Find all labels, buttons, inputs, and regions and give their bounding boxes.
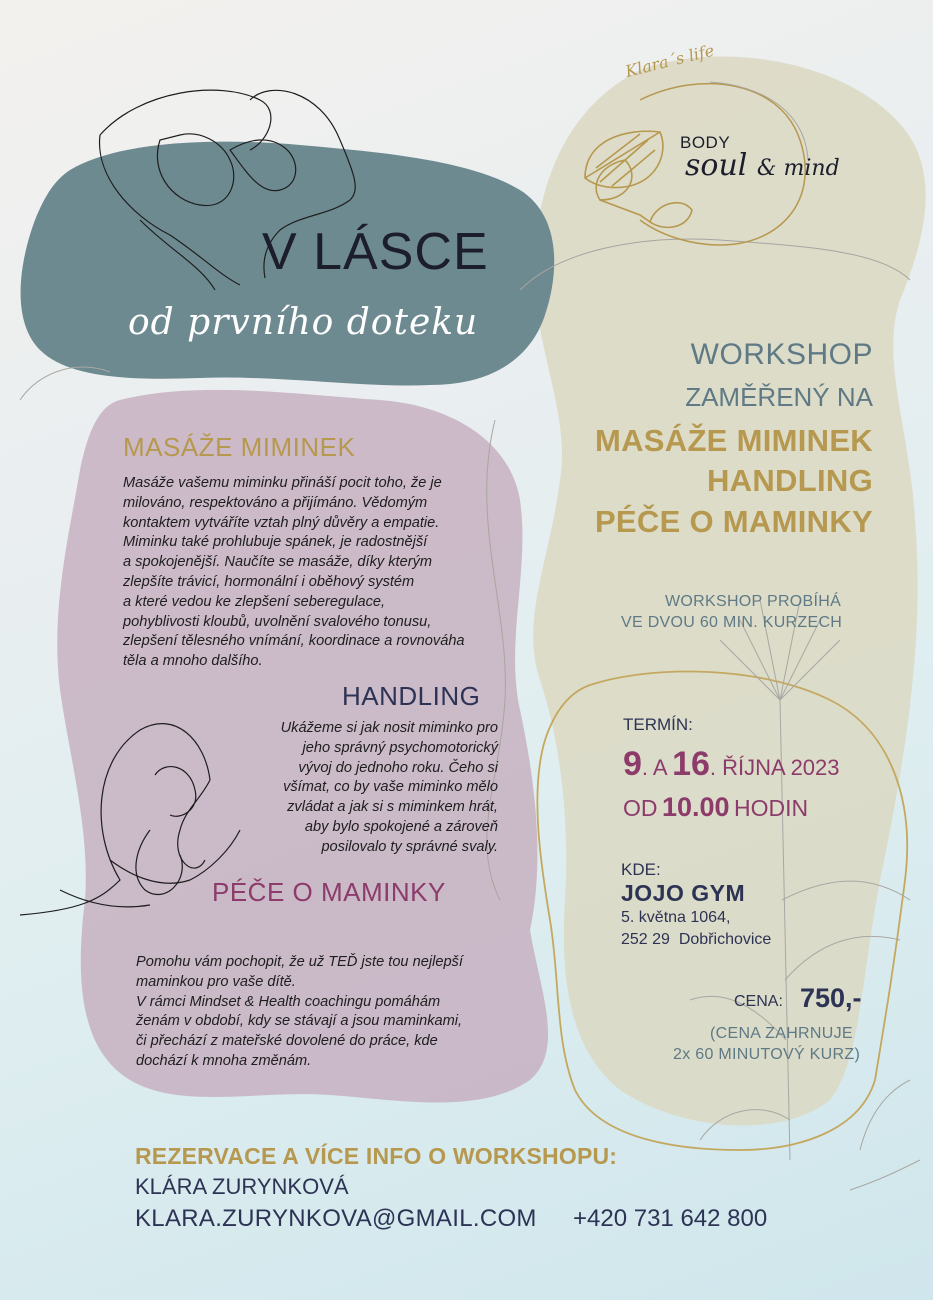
text-line: zlepšíte trávicí, hormonální i oběhový systém (123, 573, 415, 590)
term-time (623, 792, 808, 823)
brand-body: BODY (680, 133, 731, 152)
text-line: zlepšení tělesného vnímání, koordinace a rovnováha (123, 633, 465, 650)
workshop-format: WORKSHOP PROBÍHÁ (665, 593, 842, 610)
brand-mind: & mind (756, 156, 840, 181)
page-title: V LÁSCE (262, 223, 489, 281)
handling-heading: HANDLING (342, 681, 481, 711)
text-line: Ukážeme si jak nosit miminko pro (280, 720, 498, 736)
contact-phone[interactable]: +420 731 642 800 (573, 1205, 768, 1232)
text-line: kontaktem vytváříte vztah plný důvěry a empatie. (123, 514, 440, 531)
brand-script: Klara´s life (623, 40, 717, 81)
mothers-text (136, 953, 526, 1072)
term-day2: 16 (672, 745, 710, 783)
text-line: aby bylo spokojené a zároveň (304, 818, 498, 835)
text-line: jeho správný psychomotorický (302, 739, 498, 756)
text-line: maminkou pro vaše dítě. (136, 973, 296, 990)
text-line: Masáže vašemu miminku přináší pocit toho, že je (123, 475, 442, 491)
term-month: . ŘÍJNA 2023 (709, 755, 840, 780)
price-value: 750,- (800, 983, 862, 1013)
text-line: Pomohu vám pochopit, že už TEĎ jste tou nejlepší (136, 954, 463, 970)
term-label: TERMÍN: (623, 715, 693, 734)
term-from: OD (623, 795, 658, 821)
brand-soul: soul (685, 148, 748, 183)
text-line: V rámci Mindset & Health coachingu pomáhám (136, 993, 441, 1010)
text-line: a spokojenější. Naučíte se masáže, díky kterým (123, 554, 433, 571)
term-and: . A (641, 755, 668, 780)
term-hours: HODIN (733, 795, 809, 821)
workshop-subtitle: ZAMĚŘENÝ NA (685, 382, 873, 412)
massage-text (123, 474, 523, 672)
brand-soul-mind (685, 148, 840, 183)
workshop-format: VE DVOU 60 MIN. KURZECH (621, 614, 843, 631)
contact-name: KLÁRA ZURYNKOVÁ (135, 1174, 349, 1199)
price-note: (CENA ZAHRNUJE (710, 1025, 853, 1042)
text-line: zvládat a jak si s miminkem hrát, (287, 799, 498, 816)
contact-heading: REZERVACE A VÍCE INFO O WORKSHOPU: (135, 1143, 618, 1169)
mothers-heading: PÉČE O MAMINKY (212, 877, 446, 907)
workshop-topic: PÉČE O MAMINKY (594, 504, 873, 539)
text-line: ženám v období, kdy se stávají a jsou maminkami, (136, 1013, 463, 1030)
contact-email[interactable]: KLARA.ZURYNKOVA@GMAIL.COM (135, 1205, 537, 1232)
handling-text (230, 719, 498, 858)
workshop-topic: HANDLING (707, 463, 873, 498)
price-note: 2x 60 MINUTOVÝ KURZ) (673, 1046, 861, 1063)
text-line: či přechází z mateřské dovolené do práce, kde (136, 1033, 438, 1050)
term-hour: 10.00 (661, 792, 730, 822)
page-subtitle: od prvního doteku (128, 302, 479, 343)
text-line: Miminku také prohlubuje spánek, je radostnější (123, 534, 428, 551)
term-dates (623, 745, 840, 784)
text-line: dochází k mnoha změnám. (136, 1052, 312, 1069)
location-street: 5. května 1064, (621, 909, 731, 926)
price-label: CENA: (734, 993, 783, 1010)
text-line: milováno, respektováno a přijímáno. Vědomým (123, 494, 428, 511)
location-label: KDE: (621, 860, 661, 879)
text-line: posilovalo ty správné svaly. (321, 838, 498, 855)
term-day1: 9 (623, 745, 642, 783)
text-line: těla a mnoho dalšího. (123, 653, 263, 670)
text-line: všímat, co by vaše miminko mělo (283, 779, 498, 796)
location-name: JOJO GYM (621, 880, 746, 906)
text-line: pohyblivosti kloubů, uvolnění svalového tonusu, (123, 613, 432, 630)
location-city: 252 29 Dobřichovice (621, 931, 772, 948)
workshop-title: WORKSHOP (690, 338, 873, 371)
sage-blob (533, 57, 925, 1126)
text-line: a které vedou ke zlepšení seberegulace, (123, 593, 386, 610)
text-line: vývoj do jednoho roku. Čeho si (298, 759, 498, 776)
workshop-topic: MASÁŽE MIMINEK (594, 423, 873, 458)
massage-heading: MASÁŽE MIMINEK (123, 432, 356, 462)
